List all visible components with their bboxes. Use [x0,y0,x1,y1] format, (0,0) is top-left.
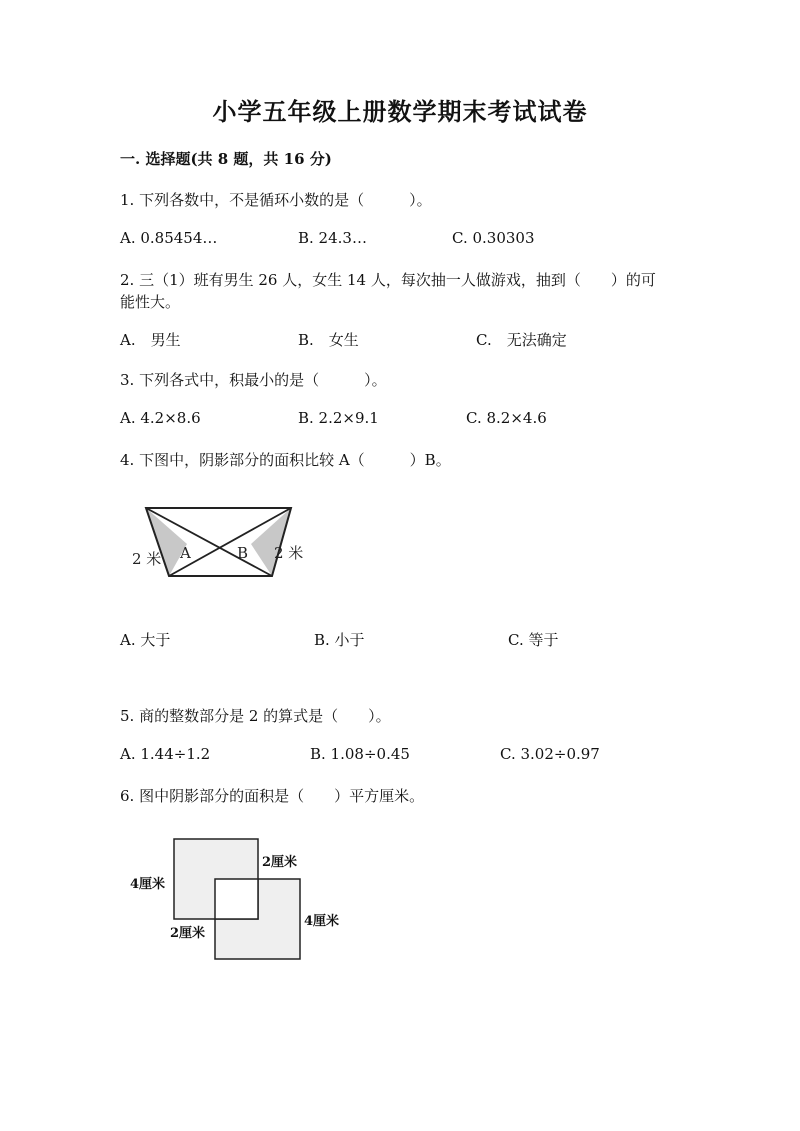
q1-option-a: A. 0.85454… [120,229,218,247]
label-b: B [237,544,249,562]
question-6: 6. 图中阴影部分的面积是（ ）平方厘米。 [120,787,425,805]
page-title: 小学五年级上册数学期末考试试卷 [212,97,588,126]
label-right: 4厘米 [304,914,340,929]
q5-option-a: A. 1.44÷1.2 [120,745,211,763]
question-4: 4. 下图中，阴影部分的面积比较 A（ ）B。 [120,451,451,469]
q2-option-b: B. 女生 [298,331,359,349]
question-1: 1. 下列各数中，不是循环小数的是（ ）。 [120,191,432,209]
q4-option-c: C. 等于 [508,631,559,649]
q5-option-c: C. 3.02÷0.97 [500,745,600,763]
q5-option-b: B. 1.08÷0.45 [310,745,410,763]
q1-option-c: C. 0.30303 [452,229,535,247]
q4-option-a: A. 大于 [120,631,171,649]
q3-option-a: A. 4.2×8.6 [120,409,201,427]
label-left: 4厘米 [130,877,166,892]
q3-option-b: B. 2.2×9.1 [298,409,379,427]
label-a: A [180,544,191,562]
label-left-length: 2 米 [132,550,162,568]
q4-option-b: B. 小于 [314,631,365,649]
q2-option-a: A. 男生 [120,331,181,349]
q3-option-c: C. 8.2×4.6 [466,409,547,427]
label-top: 2厘米 [262,855,298,870]
overlapping-squares-figure [126,834,356,964]
q1-option-b: B. 24.3… [298,229,367,247]
section-heading: 一. 选择题(共 8 题，共 16 分) [120,150,332,168]
trapezoid-figure [128,500,310,584]
label-bottom: 2厘米 [170,926,206,941]
question-2-line-2: 能性大。 [120,293,181,311]
overlap-region [215,879,258,919]
question-5: 5. 商的整数部分是 2 的算式是（ ）。 [120,707,391,725]
question-2-line-1: 2. 三（1）班有男生 26 人，女生 14 人，每次抽一人做游戏，抽到（ ）的可 [120,271,656,289]
q2-option-c: C. 无法确定 [476,331,567,349]
question-3: 3. 下列各式中，积最小的是（ ）。 [120,371,387,389]
label-right-length: 2 米 [274,544,304,562]
